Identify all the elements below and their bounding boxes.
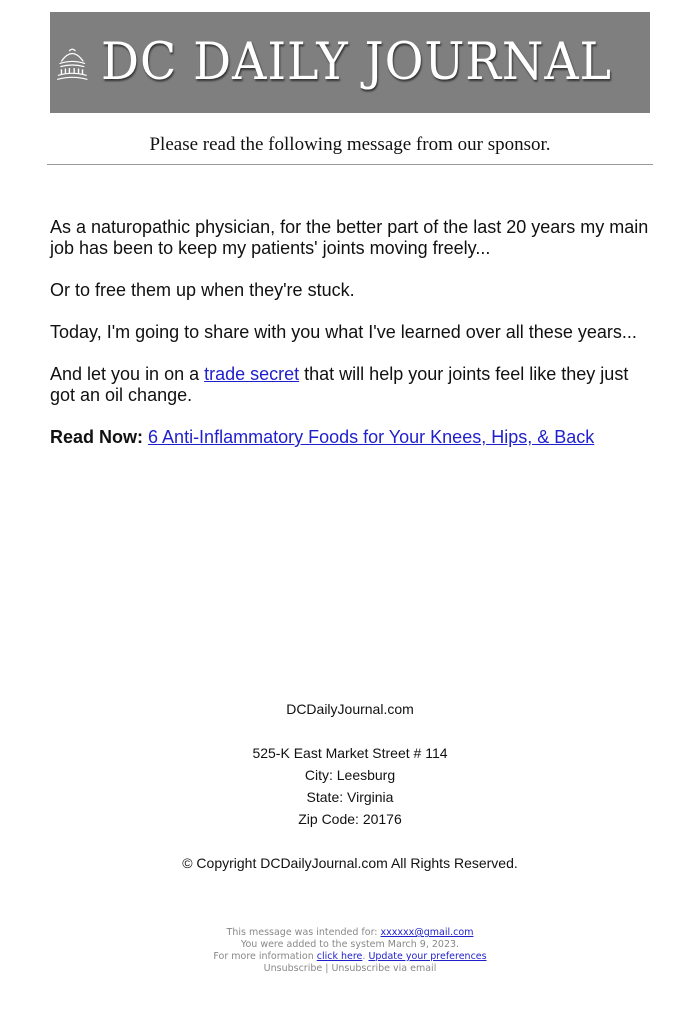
footer-city: City: Leesburg bbox=[304, 767, 396, 783]
footer-site: DCDailyJournal.com bbox=[286, 701, 414, 717]
footer-zip: Zip Code: 20176 bbox=[298, 811, 402, 827]
intended-label: This message was intended for: bbox=[226, 927, 381, 938]
text: that will help your joints feel like they just got an oil change. bbox=[50, 364, 629, 405]
more-info-label: For more information bbox=[213, 951, 317, 962]
update-preferences-link[interactable]: Update your preferences bbox=[368, 951, 487, 962]
paragraph: As a naturopathic physician, for the better part of the last 20 years my main job has been to keep my patients' joints moving freely... bbox=[50, 217, 649, 258]
capitol-dome-icon bbox=[56, 18, 89, 108]
sponsor-note: Please read the following message from our sponsor. bbox=[149, 134, 551, 155]
subscription-info bbox=[0, 927, 700, 975]
footer-street: 525-K East Market Street # 114 bbox=[252, 745, 448, 761]
read-now-link[interactable]: 6 Anti-Inflammatory Foods for Your Knees, Hips, & Back bbox=[148, 427, 595, 447]
footer-state: State: Virginia bbox=[306, 789, 394, 805]
read-now-label: Read Now: bbox=[50, 427, 144, 447]
read-now bbox=[50, 427, 655, 448]
email-link[interactable]: xxxxxx@gmail.com bbox=[380, 927, 474, 938]
paragraph bbox=[50, 364, 655, 406]
text: And let you in on a bbox=[50, 364, 205, 384]
unsubscribe-links[interactable]: Unsubscribe | Unsubscribe via email bbox=[263, 963, 437, 974]
footer-copyright: © Copyright DCDailyJournal.com All Rights Reserved. bbox=[182, 855, 518, 871]
trade-secret-link[interactable]: trade secret bbox=[204, 364, 300, 384]
logo-text: DC DAILY JOURNAL bbox=[100, 33, 612, 92]
paragraph: Or to free them up when they're stuck. bbox=[50, 280, 355, 300]
click-here-link[interactable]: click here bbox=[316, 951, 363, 962]
message-body bbox=[50, 217, 655, 469]
footer bbox=[0, 698, 700, 874]
added-date: You were added to the system March 9, 2023. bbox=[240, 939, 460, 950]
separator: . bbox=[362, 951, 369, 962]
divider bbox=[47, 164, 653, 165]
paragraph: Today, I'm going to share with you what I've learned over all these years... bbox=[50, 322, 637, 342]
masthead bbox=[50, 12, 650, 113]
